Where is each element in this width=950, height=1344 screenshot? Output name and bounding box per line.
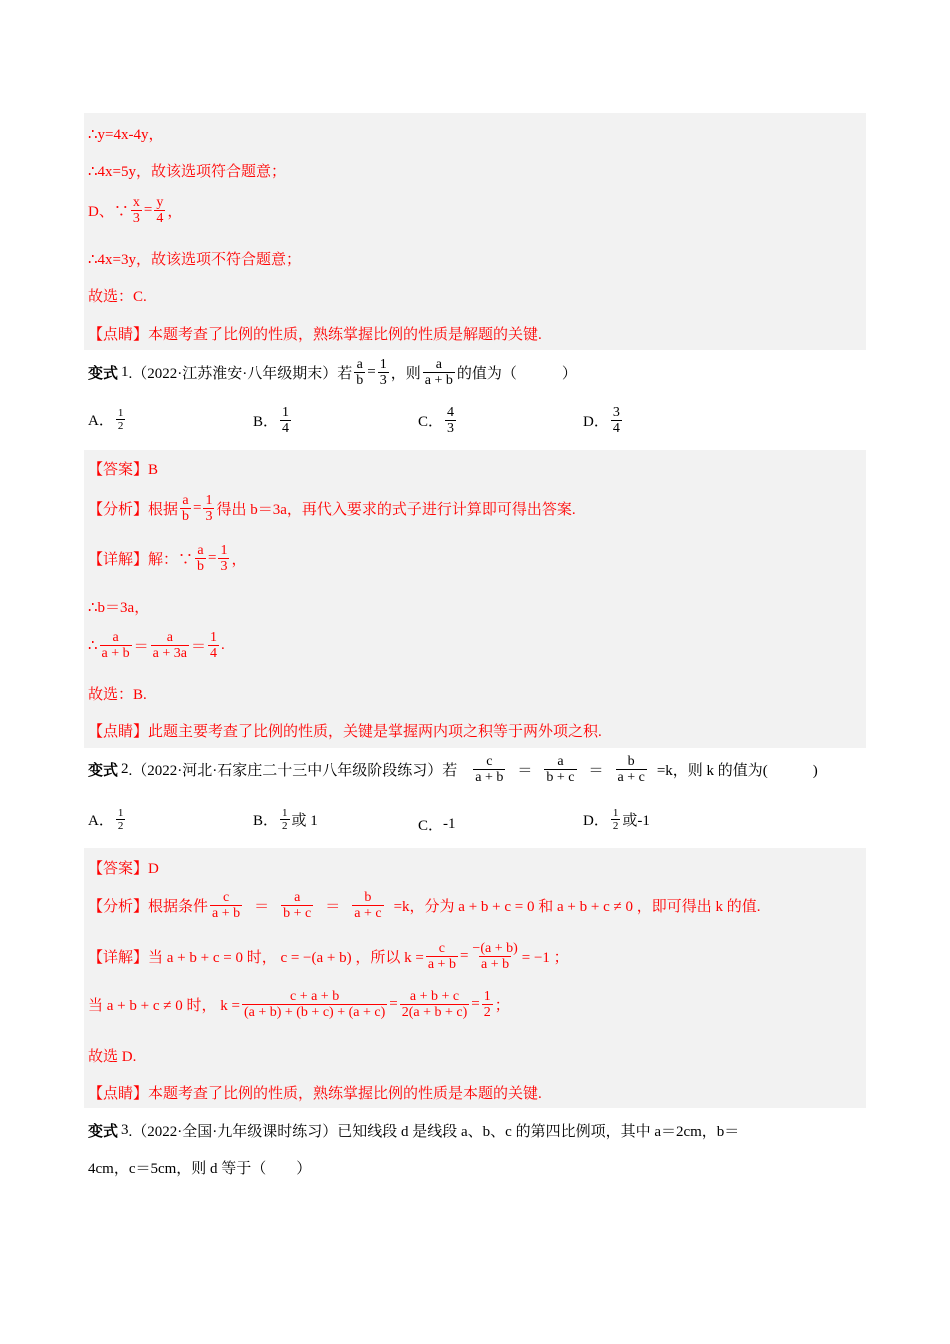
fraction: $\frac{b}{a + c}$ <box>354 890 382 922</box>
equals: = <box>367 364 376 381</box>
equals: = <box>471 996 480 1013</box>
fraction: $\frac{1}{4}$ <box>210 630 218 662</box>
fraction: $\frac{1}{2}$ <box>117 407 124 433</box>
option-a[interactable] <box>88 407 127 432</box>
equals: ＝ <box>133 639 149 656</box>
question-text: .（2022·全国·九年级课时练习）已知线段 d 是线段 a、b、c 的第四比例项，其中 a＝2cm，b＝ <box>128 1124 740 1140</box>
question-1-stem <box>88 357 577 389</box>
option-text: -1 <box>443 816 456 832</box>
text: = −1 ； <box>521 950 569 967</box>
text: ，则 <box>390 366 421 383</box>
fraction: $\frac{b}{a + c}$ <box>617 754 645 786</box>
text: D、∵ <box>88 204 129 221</box>
option-letter: C． <box>418 414 444 431</box>
equals: ＝ <box>191 639 207 656</box>
equals: ＝ <box>325 899 341 916</box>
equals: = <box>193 500 202 517</box>
fraction: $\frac{1}{3}$ <box>220 543 228 575</box>
fraction: $\frac{1}{2}$ <box>282 807 288 833</box>
text: 当 a + b + c ≠ 0 时， k = <box>88 998 240 1015</box>
question-2-stem <box>88 754 818 786</box>
solution-line: ∴y=4x-4y， <box>88 127 164 143</box>
fraction: $\frac{a + b + c}{2(a + b + c)}$ <box>401 989 468 1021</box>
fraction: $\frac{x}{3}$ <box>132 195 140 227</box>
choose-line: 故选：B. <box>88 687 147 703</box>
analysis-line <box>88 493 576 525</box>
step-line: ∴b＝3a， <box>88 600 150 616</box>
fraction: $\frac{c + a + b}{(a + b) + (b + c) + (a + c)}$ <box>243 989 386 1021</box>
analysis-line <box>88 890 760 922</box>
text: =k，分为 a + b + c = 0 和 a + b + c ≠ 0 ，即可得出 k 的值. <box>393 899 761 916</box>
text: 【详解】当 a + b + c = 0 时， c = −(a + b) ，所以 k = <box>88 950 424 967</box>
text: 【分析】根据条件 <box>88 899 209 916</box>
text: ， <box>231 552 247 569</box>
fraction: $\frac{-(a + b)}{a + b}$ <box>472 941 518 973</box>
fraction: $\frac{1}{2}$ <box>483 989 491 1021</box>
equals: ＝ <box>517 763 533 780</box>
option-letter: D． <box>583 414 609 431</box>
text: ∴ <box>88 638 98 655</box>
solution-line: 故选：C. <box>88 289 147 305</box>
equals: = <box>389 996 398 1013</box>
answer-block-prev <box>84 113 866 350</box>
fraction: $\frac{a}{b + c}$ <box>546 754 575 786</box>
option-d[interactable] <box>583 807 650 832</box>
detail-line <box>88 989 510 1021</box>
fraction: $\frac{a}{a + 3a}$ <box>152 630 187 662</box>
text: 得出 b＝3a，再代入要求的式子进行计算即可得出答案. <box>216 502 576 519</box>
option-a[interactable] <box>88 807 127 832</box>
question-3-stem-line2: 4cm，c＝5cm，则 d 等于（ ） <box>88 1161 312 1177</box>
fraction: $\frac{a}{a + b}$ <box>424 357 453 389</box>
fraction: $\frac{y}{4}$ <box>156 195 164 227</box>
question-source: .（2022·江苏淮安·八年级期末）若 <box>128 366 353 383</box>
fraction: $\frac{a}{b}$ <box>197 543 205 575</box>
fraction: $\frac{a}{b}$ <box>356 357 364 389</box>
detail-line <box>88 543 247 575</box>
fraction: $\frac{a}{a + b}$ <box>101 630 130 662</box>
option-letter: C． <box>418 818 444 834</box>
fraction: $\frac{1}{2}$ <box>612 807 619 833</box>
comment-line: 【点睛】本题考查了比例的性质，熟练掌握比例的性质是本题的关键. <box>88 1086 542 1102</box>
option-b[interactable] <box>253 405 293 437</box>
choose-line: 故选 D. <box>88 1049 137 1065</box>
solution-line-d <box>88 195 182 227</box>
question-source: .（2022·河北·石家庄二十三中八年级阶段练习）若 <box>128 763 458 780</box>
text: ； <box>494 998 510 1015</box>
fraction: $\frac{1}{4}$ <box>282 405 290 437</box>
answer-line: 【答案】B <box>88 462 159 478</box>
question-3-stem <box>88 1120 739 1141</box>
solution-line: ∴4x=5y，故该选项符合题意； <box>88 164 287 180</box>
equals: = <box>143 202 153 219</box>
fraction: $\frac{c}{a + b}$ <box>475 754 504 786</box>
equals: ＝ <box>254 899 270 916</box>
option-c[interactable] <box>418 814 456 835</box>
comment-line: 【点睛】此题主要考查了比例的性质，关键是掌握两内项之积等于两外项之积. <box>88 724 602 740</box>
step-line <box>88 630 225 662</box>
text: 【详解】解：∵ <box>88 552 194 569</box>
question-number: 1 <box>121 364 129 381</box>
option-c[interactable] <box>418 405 458 437</box>
option-b[interactable] <box>253 807 318 832</box>
text: . <box>221 637 225 654</box>
comment-line: 【点睛】本题考查了比例的性质，熟练掌握比例的性质是解题的关键. <box>88 327 542 343</box>
text: 的值为（ ） <box>456 366 577 383</box>
fraction: $\frac{4}{3}$ <box>447 405 455 437</box>
question-label: 变式 <box>88 366 119 383</box>
fraction: $\frac{a}{b}$ <box>182 493 190 525</box>
option-letter: B． <box>253 414 279 431</box>
option-text: 或-1 <box>622 813 650 830</box>
solution-line: ∴4x=3y，故该选项不符合题意； <box>88 252 302 268</box>
equals: = <box>459 948 469 965</box>
fraction: $\frac{1}{3}$ <box>205 493 213 525</box>
option-letter: D． <box>583 813 609 830</box>
option-text: 或 1 <box>291 813 318 830</box>
answer-block-q2 <box>84 848 866 1108</box>
fraction: $\frac{1}{2}$ <box>117 807 124 833</box>
question-label: 变式 <box>88 1124 119 1140</box>
answer-line: 【答案】D <box>88 861 159 877</box>
fraction: $\frac{c}{a + b}$ <box>212 890 241 922</box>
text: 【分析】根据 <box>88 502 179 519</box>
equals: ＝ <box>588 763 604 780</box>
equals: = <box>208 550 217 567</box>
question-number: 2 <box>121 761 129 778</box>
fraction: $\frac{3}{4}$ <box>612 405 620 437</box>
question-label: 变式 <box>88 763 119 780</box>
text: =k，则 k 的值为( ) <box>656 763 818 780</box>
text: ， <box>167 204 183 221</box>
option-letter: A． <box>88 413 114 430</box>
detail-line <box>88 941 569 973</box>
fraction: $\frac{c}{a + b}$ <box>427 941 456 973</box>
question-number: 3 <box>121 1122 129 1138</box>
option-letter: A． <box>88 813 114 830</box>
option-d[interactable] <box>583 405 624 437</box>
fraction: $\frac{a}{b + c}$ <box>283 890 312 922</box>
option-letter: B． <box>253 813 279 830</box>
fraction: $\frac{1}{3}$ <box>379 357 387 389</box>
